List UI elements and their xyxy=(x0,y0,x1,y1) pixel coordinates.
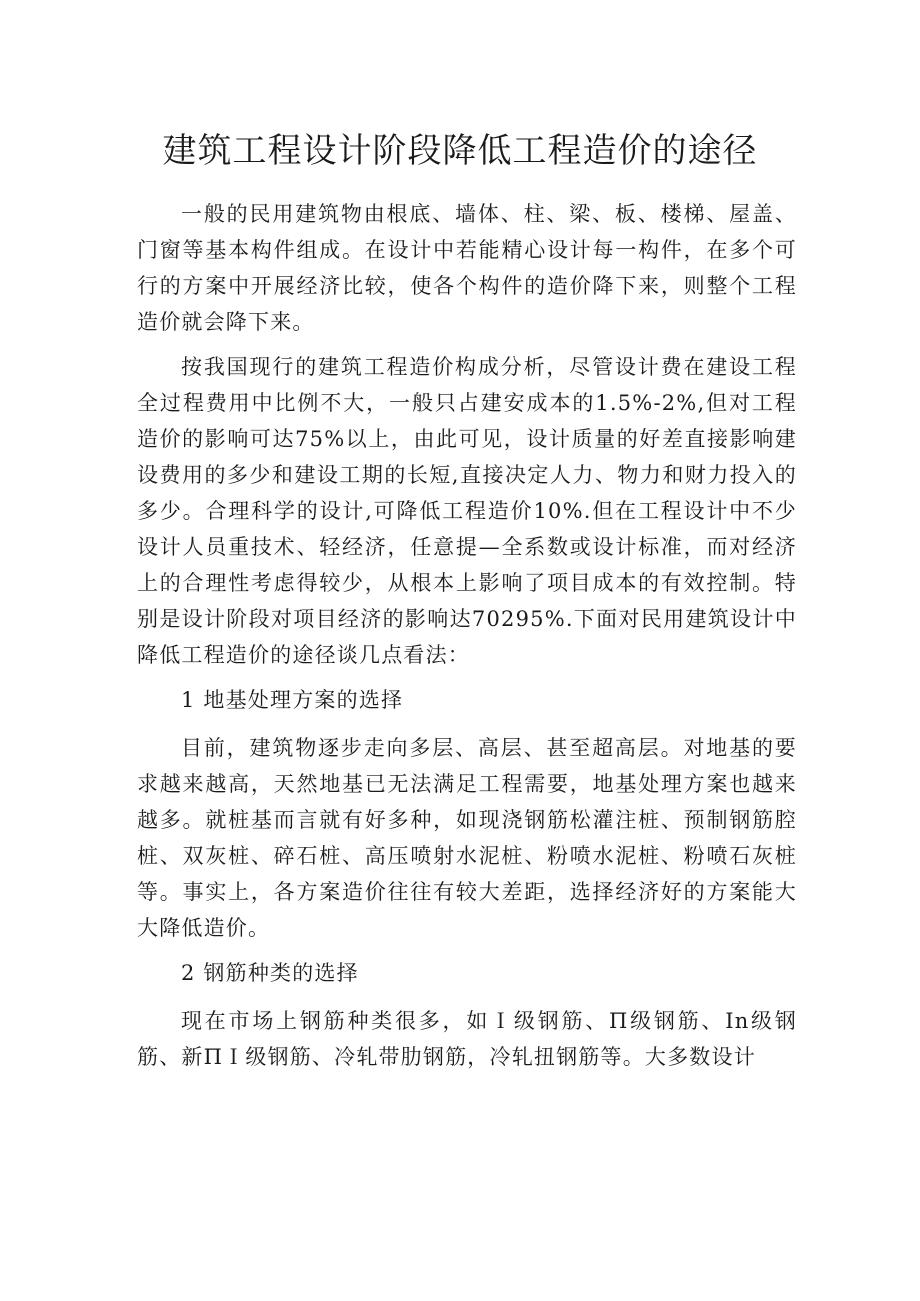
document-body xyxy=(137,196,797,1084)
paragraph-intro: 一般的民用建筑物由根底、墙体、柱、梁、板、楼梯、屋盖、门窗等基本构件组成。在设计中若能精心设计每一构件，在多个可行的方案中开展经济比较，使各个构件的造价降下来，则整个工程造价就会降下来。 xyxy=(137,202,797,334)
section-heading-rebar: 2 钢筋种类的选择 xyxy=(181,961,359,985)
section-heading-foundation: 1 地基处理方案的选择 xyxy=(181,688,404,712)
paragraph-foundation: 目前，建筑物逐步走向多层、高层、甚至超高层。对地基的要求越来越高，天然地基已无法满足工程需要，地基处理方案也越来越多。就桩基而言就有好多种，如现浇钢筋松灌注桩、预制钢筋腔桩、双灰桩、碎石桩、高压喷射水泥桩、粉喷水泥桩、粉喷石灰桩等。事实上，各方案造价往往有较大差距，选择经济好的方案能大大降低造价。 xyxy=(137,736,797,940)
paragraph-rebar: 现在市场上钢筋种类很多，如Ｉ级钢筋、Π级钢筋、In级钢筋、新ΠＩ级钢筋、冷轧带肋钢筋，冷轧扭钢筋等。大多数设计 xyxy=(137,1009,797,1069)
paragraph-cost-analysis: 按我国现行的建筑工程造价构成分析，尽管设计费在建设工程全过程费用中比例不大，一般只占建安成本的1.5%-2%,但对工程造价的影响可达75%以上，由此可见，设计质量的好差直接影响建设费用的多少和建设工期的长短,直接决定人力、物力和财力投入的多少。合理科学的设计,可降低工程造价10%.但在工程设计中不少设计人员重技术、轻经济，任意提—全系数或设计标准，而对经济上的合理性考虑得较少，从根本上影响了项目成本的有效控制。特别是设计阶段对项目经济的影响达70295%.下面对民用建筑设计中降低工程造价的途径谈几点看法： xyxy=(137,355,797,667)
document-title: 建筑工程设计阶段降低工程造价的途径 xyxy=(162,131,758,171)
